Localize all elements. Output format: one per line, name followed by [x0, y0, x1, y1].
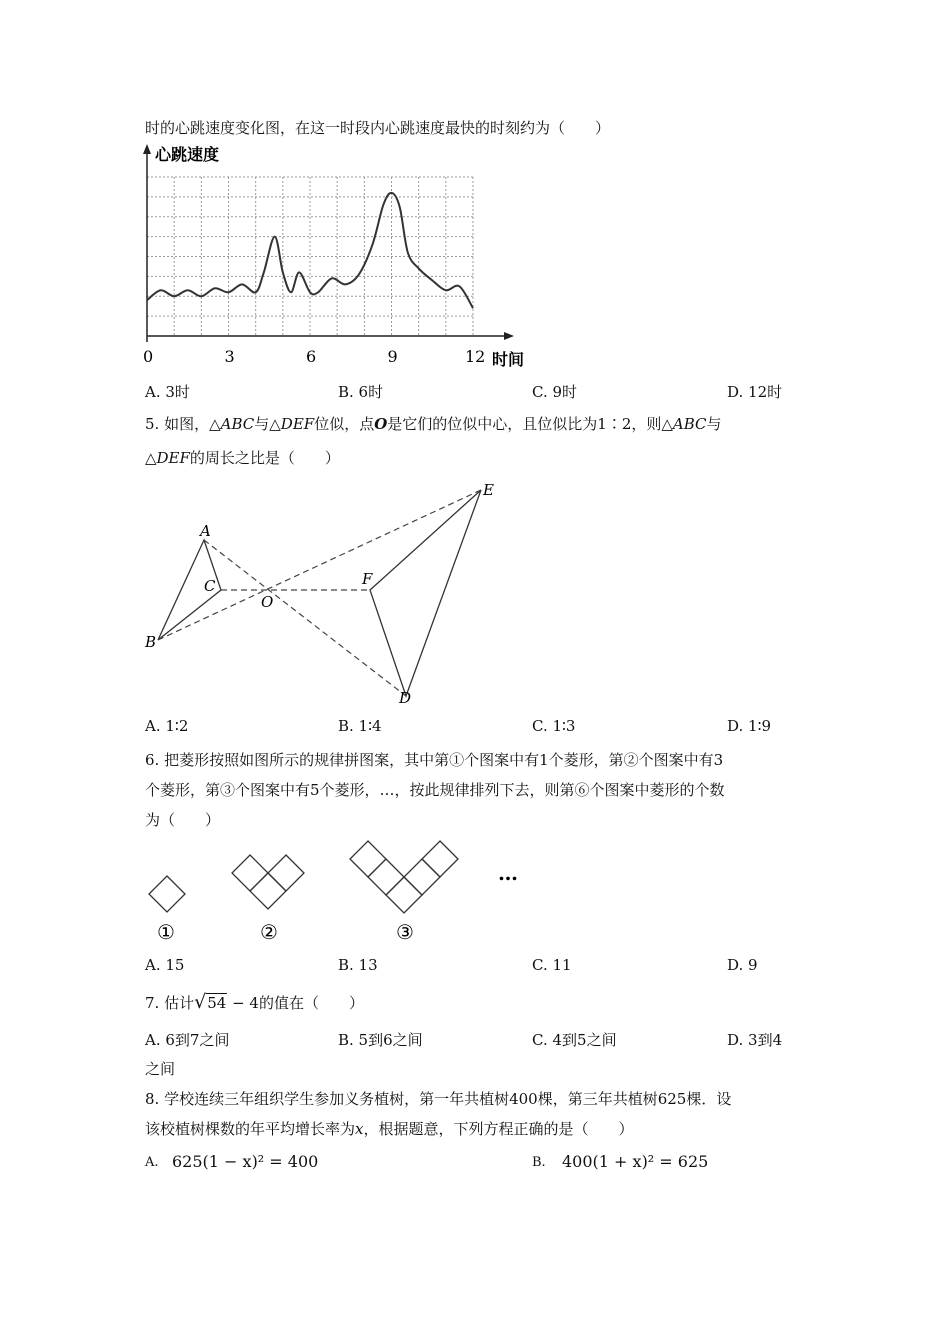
- triangle-def: △DEF: [269, 415, 315, 433]
- heart-rate-chart: [130, 142, 550, 372]
- q5-option-a[interactable]: A. 1∶2: [145, 717, 189, 735]
- x-tick-label: 9: [387, 347, 398, 366]
- triangle-abc: △ABC: [209, 415, 255, 433]
- q4-option-c[interactable]: C. 9时: [532, 383, 578, 401]
- q6-option-c[interactable]: C. 11: [532, 956, 572, 974]
- q7-option-c[interactable]: C. 4到5之间: [532, 1031, 617, 1049]
- q4-stem: 时的心跳速度变化图，在这一时段内心跳速度最快的时刻约为（ ）: [145, 119, 611, 137]
- label-o: O: [261, 593, 274, 611]
- q8-line-1: 8. 学校连续三年组织学生参加义务植树，第一年共植树400棵，第三年共植树625棵．设: [145, 1090, 732, 1108]
- q7-option-b[interactable]: B. 5到6之间: [338, 1031, 423, 1049]
- label-c: C: [204, 577, 216, 595]
- pattern-1-rhombus: [149, 876, 185, 912]
- pattern-3: [350, 841, 458, 913]
- label-d: D: [399, 689, 412, 707]
- label-b: B: [145, 633, 157, 651]
- q4-option-d[interactable]: D. 12时: [727, 383, 783, 401]
- rhombus-pattern-figure: [140, 836, 540, 948]
- q7-option-d-wrap: 之间: [145, 1060, 176, 1078]
- homothety-figure: [140, 478, 510, 710]
- pattern-2: [232, 855, 304, 909]
- ellipsis: …: [498, 861, 518, 885]
- x-axis-arrow: [504, 332, 514, 340]
- q6-option-b[interactable]: B. 13: [338, 956, 378, 974]
- chart-grid: [147, 177, 473, 336]
- y-axis-label: 心跳速度: [155, 145, 220, 164]
- q8-option-a-label[interactable]: A.: [145, 1155, 159, 1170]
- q6-line-2: 个菱形，第③个图案中有5个菱形，…，按此规律排列下去，则第⑥个图案中菱形的个数: [145, 781, 725, 799]
- q7-radicand: 54: [207, 994, 227, 1012]
- x-tick-labels: [143, 347, 485, 366]
- x-tick-label: 12: [465, 347, 486, 366]
- q8-option-b-label[interactable]: B.: [532, 1155, 546, 1170]
- q5-option-c[interactable]: C. 1∶3: [532, 717, 576, 735]
- label-a: A: [200, 522, 211, 540]
- q8-option-a-equation[interactable]: 625(1 − x)² = 400: [172, 1152, 319, 1171]
- q6-option-a[interactable]: A. 15: [145, 956, 185, 974]
- label-f: F: [362, 570, 373, 588]
- q7-stem: 7. 估计√54 − 4的值在（ ）: [145, 991, 364, 1013]
- q5-option-b[interactable]: B. 1∶4: [338, 717, 382, 735]
- y-axis-arrow: [143, 144, 151, 154]
- q5-line-2: △DEF的周长之比是（ ）: [145, 449, 340, 467]
- x-tick-label: 3: [224, 347, 235, 366]
- q6-option-d[interactable]: D. 9: [727, 956, 758, 974]
- q5-option-d[interactable]: D. 1∶9: [727, 717, 772, 735]
- dash-b-e: [158, 490, 481, 640]
- dash-a-d: [204, 540, 406, 696]
- pattern-2-label: ②: [260, 920, 278, 944]
- x-tick-label: 6: [306, 347, 317, 366]
- label-e: E: [483, 481, 494, 499]
- x-axis-label: 时间: [492, 350, 525, 369]
- pattern-1-label: ①: [157, 920, 175, 944]
- x-tick-label: 0: [143, 347, 154, 366]
- pattern-3-label: ③: [396, 920, 414, 944]
- triangle-def-shape: [370, 490, 481, 696]
- q6-line-1: 6. 把菱形按照如图所示的规律拼图案，其中第①个图案中有1个菱形，第②个图案中有3: [145, 751, 724, 769]
- q4-option-a[interactable]: A. 3时: [145, 383, 190, 401]
- q4-option-b[interactable]: B. 6时: [338, 383, 384, 401]
- q7-option-d[interactable]: D. 3到4: [727, 1031, 783, 1049]
- q8-line-2: 该校植树棵数的年平均增长率为x，根据题意，下列方程正确的是（ ）: [145, 1120, 634, 1138]
- q6-line-3: 为（ ）: [145, 811, 221, 829]
- q8-option-b-equation[interactable]: 400(1 + x)² = 625: [562, 1152, 709, 1171]
- q5-line-1: 5. 如图，△ABC与△DEF位似，点O是它们的位似中心，且位似比为1∶2，则△ABC与: [145, 415, 722, 433]
- q7-option-a[interactable]: A. 6到7之间: [145, 1031, 230, 1049]
